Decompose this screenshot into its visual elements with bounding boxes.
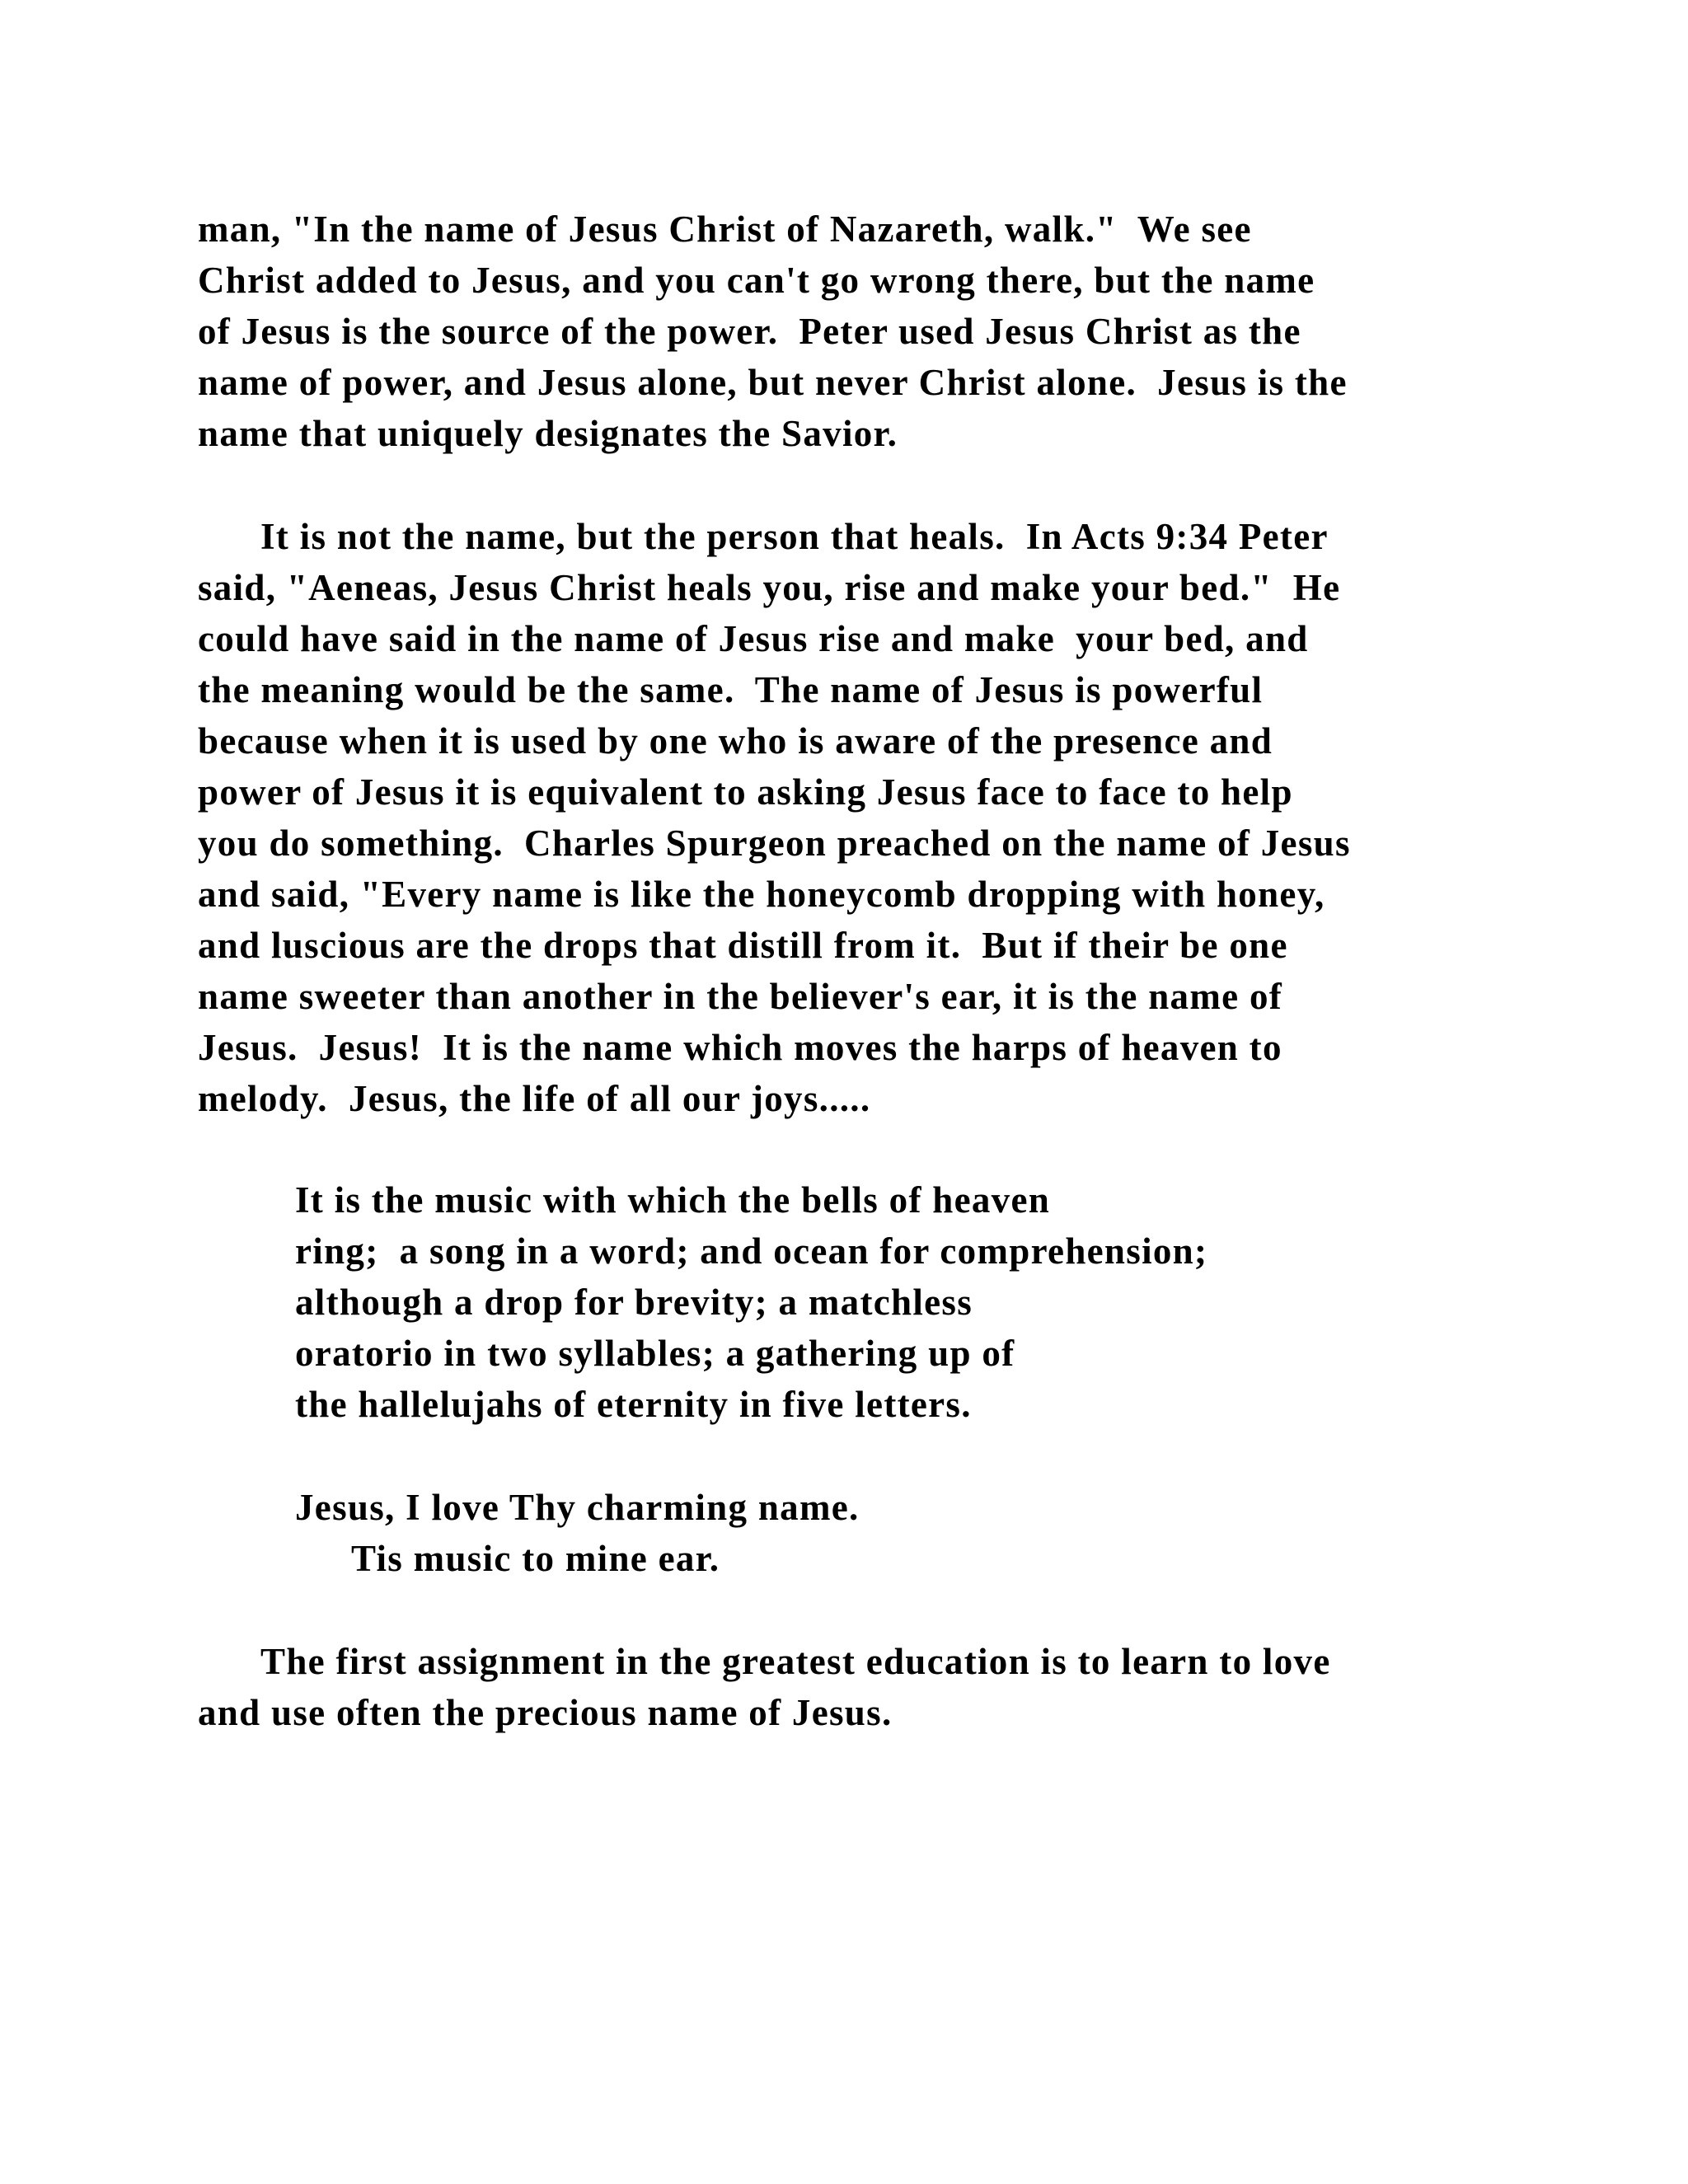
text-line: power of Jesus it is equivalent to asking Jesus face to face to help: [198, 771, 1293, 813]
text-line: Christ added to Jesus, and you can't go wrong there, but the name: [198, 260, 1315, 301]
text-line: name of power, and Jesus alone, but never Christ alone. Jesus is the: [198, 362, 1348, 403]
text-line: said, "Aeneas, Jesus Christ heals you, rise and make your bed." He: [198, 567, 1341, 608]
text-line: melody. Jesus, the life of all our joys.....: [198, 1078, 871, 1119]
text-line: and use often the precious name of Jesus.: [198, 1692, 893, 1733]
text-line: and luscious are the drops that distill from it. But if their be one: [198, 925, 1288, 966]
text-line: man, "In the name of Jesus Christ of Nazareth, walk." We see: [198, 209, 1252, 250]
quote-line: oratorio in two syllables; a gathering up of: [295, 1333, 1015, 1374]
quote-line: ring; a song in a word; and ocean for comprehension;: [295, 1230, 1208, 1272]
text-line: name sweeter than another in the believer's ear, it is the name of: [198, 976, 1283, 1017]
quote-line: although a drop for brevity; a matchless: [295, 1282, 973, 1323]
text-line: of Jesus is the source of the power. Peter used Jesus Christ as the: [198, 311, 1301, 352]
text-line: and said, "Every name is like the honeycomb dropping with honey,: [198, 874, 1325, 915]
hymn-line: Tis music to mine ear.: [351, 1538, 720, 1579]
text-line: could have said in the name of Jesus rise and make your bed, and: [198, 618, 1309, 659]
text-line: name that uniquely designates the Savior.: [198, 413, 898, 454]
quote-line: It is the music with which the bells of heaven: [295, 1179, 1051, 1221]
hymn-line: Jesus, I love Thy charming name.: [295, 1487, 860, 1528]
text-line: because when it is used by one who is aware of the presence and: [198, 720, 1273, 762]
text-line: It is not the name, but the person that heals. In Acts 9:34 Peter: [260, 516, 1329, 557]
text-line: The first assignment in the greatest education is to learn to love: [260, 1641, 1331, 1682]
text-line: Jesus. Jesus! It is the name which moves the harps of heaven to: [198, 1027, 1282, 1068]
text-line: you do something. Charles Spurgeon preached on the name of Jesus: [198, 823, 1351, 864]
quote-line: the hallelujahs of eternity in five letters.: [295, 1384, 972, 1425]
text-line: the meaning would be the same. The name of Jesus is powerful: [198, 669, 1264, 710]
